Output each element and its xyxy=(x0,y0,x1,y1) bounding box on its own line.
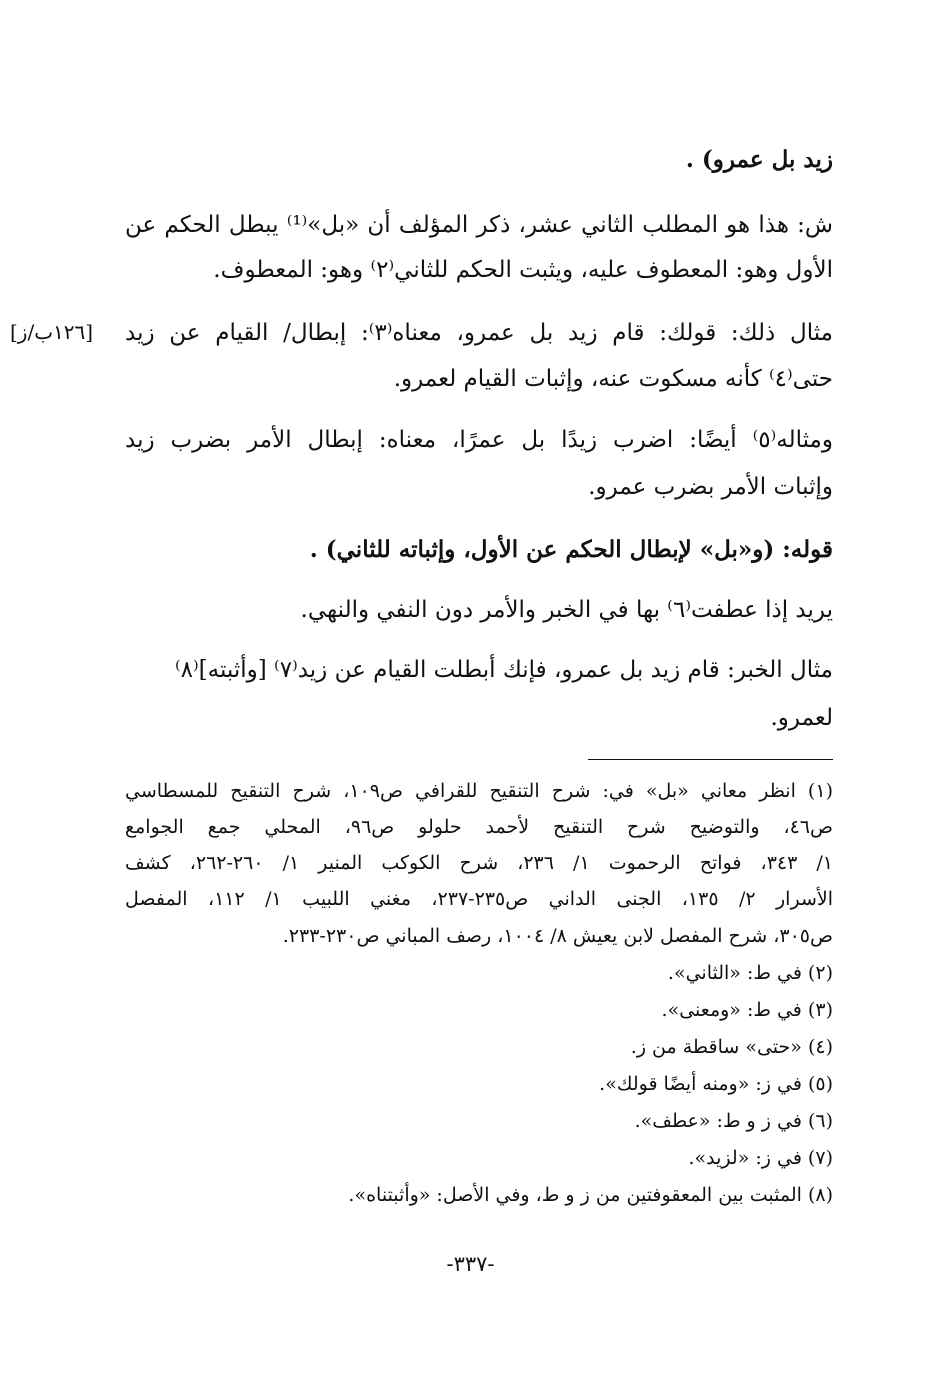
footnote-line-8: (٤) «حتى» ساقطة من ز. xyxy=(630,1036,833,1058)
footnote-line-12: (٨) المثبت بين المعقوفتين من ز و ط، وفي الأصل: «وأثبتناه». xyxy=(348,1184,833,1206)
footnote-line-1: (١) انظر معاني «بل» في: شرح التنقيح للقرافي ص١٠٩، شرح التنقيح للمسطاسي xyxy=(125,780,833,802)
footnote-line-3: ١/ ٣٤٣، فواتح الرحموت ١/ ٢٣٦، شرح الكوكب المنير ١/ ٢٦٠-٢٦٢، كشف xyxy=(125,852,833,874)
footnote-divider xyxy=(588,759,833,760)
main-line-8: قوله: (و«بل» لإبطال الحكم عن الأول، وإثباته للثاني) . xyxy=(309,536,833,563)
margin-note: [١٢٦ب/ز] xyxy=(10,320,94,344)
main-line-9: يريد إذا عطفت⁽٦⁾ بها في الخبر والأمر دون النفي والنهي. xyxy=(300,597,833,623)
footnote-line-5: ص٣٠٥، شرح المفصل لابن يعيش ٨/ ١٠٠٤، رصف المباني ص٢٣٠-٢٣٣. xyxy=(282,925,833,947)
footnote-line-2: ص٤٦، والتوضيح شرح التنقيح لأحمد حلولو ص٩٦، المحلي جمع الجوامع xyxy=(125,816,833,838)
main-line-3: الأول وهو: المعطوف عليه، ويثبت الحكم للثاني⁽٢⁾ وهو: المعطوف. xyxy=(213,257,833,283)
main-line-7: وإثبات الأمر بضرب عمرو. xyxy=(588,474,833,500)
footnote-line-11: (٧) في ز: «لزيد». xyxy=(688,1147,833,1169)
main-line-10: مثال الخبر: قام زيد بل عمرو، فإنك أبطلت القيام عن زيد⁽٧⁾ [وأثبته]⁽٨⁾ xyxy=(175,657,833,683)
main-line-6: ومثاله⁽٥⁾ أيضًا: اضرب زيدًا بل عمرًا، معناه: إبطال الأمر بضرب زيد xyxy=(125,427,833,453)
footnote-line-10: (٦) في ز و ط: «عطف». xyxy=(634,1110,833,1132)
footnote-line-9: (٥) في ز: «ومنه أيضًا قولك». xyxy=(599,1073,833,1095)
main-line-1: زيد بل عمرو) . xyxy=(685,146,833,173)
main-line-11: لعمرو. xyxy=(770,705,833,731)
footnote-line-7: (٣) في ط: «ومعنى». xyxy=(661,999,833,1021)
main-line-4: مثال ذلك: قولك: قام زيد بل عمرو، معناه⁽٣⁾: إبطال/ القيام عن زيد xyxy=(125,320,833,346)
main-line-5: حتى⁽٤⁾ كأنه مسكوت عنه، وإثبات القيام لعمرو. xyxy=(393,366,833,392)
footnote-line-4: الأسرار ٢/ ١٣٥، الجنى الداني ص٢٣٥-٢٣٧، مغني اللبيب ١/ ١١٢، المفصل xyxy=(125,888,833,910)
main-line-2: ش: هذا هو المطلب الثاني عشر، ذكر المؤلف أن «بل»⁽¹⁾ يبطل الحكم عن xyxy=(125,212,833,238)
page-number: -٣٣٧- xyxy=(446,1252,495,1276)
footnote-line-6: (٢) في ط: «الثاني». xyxy=(667,962,833,984)
